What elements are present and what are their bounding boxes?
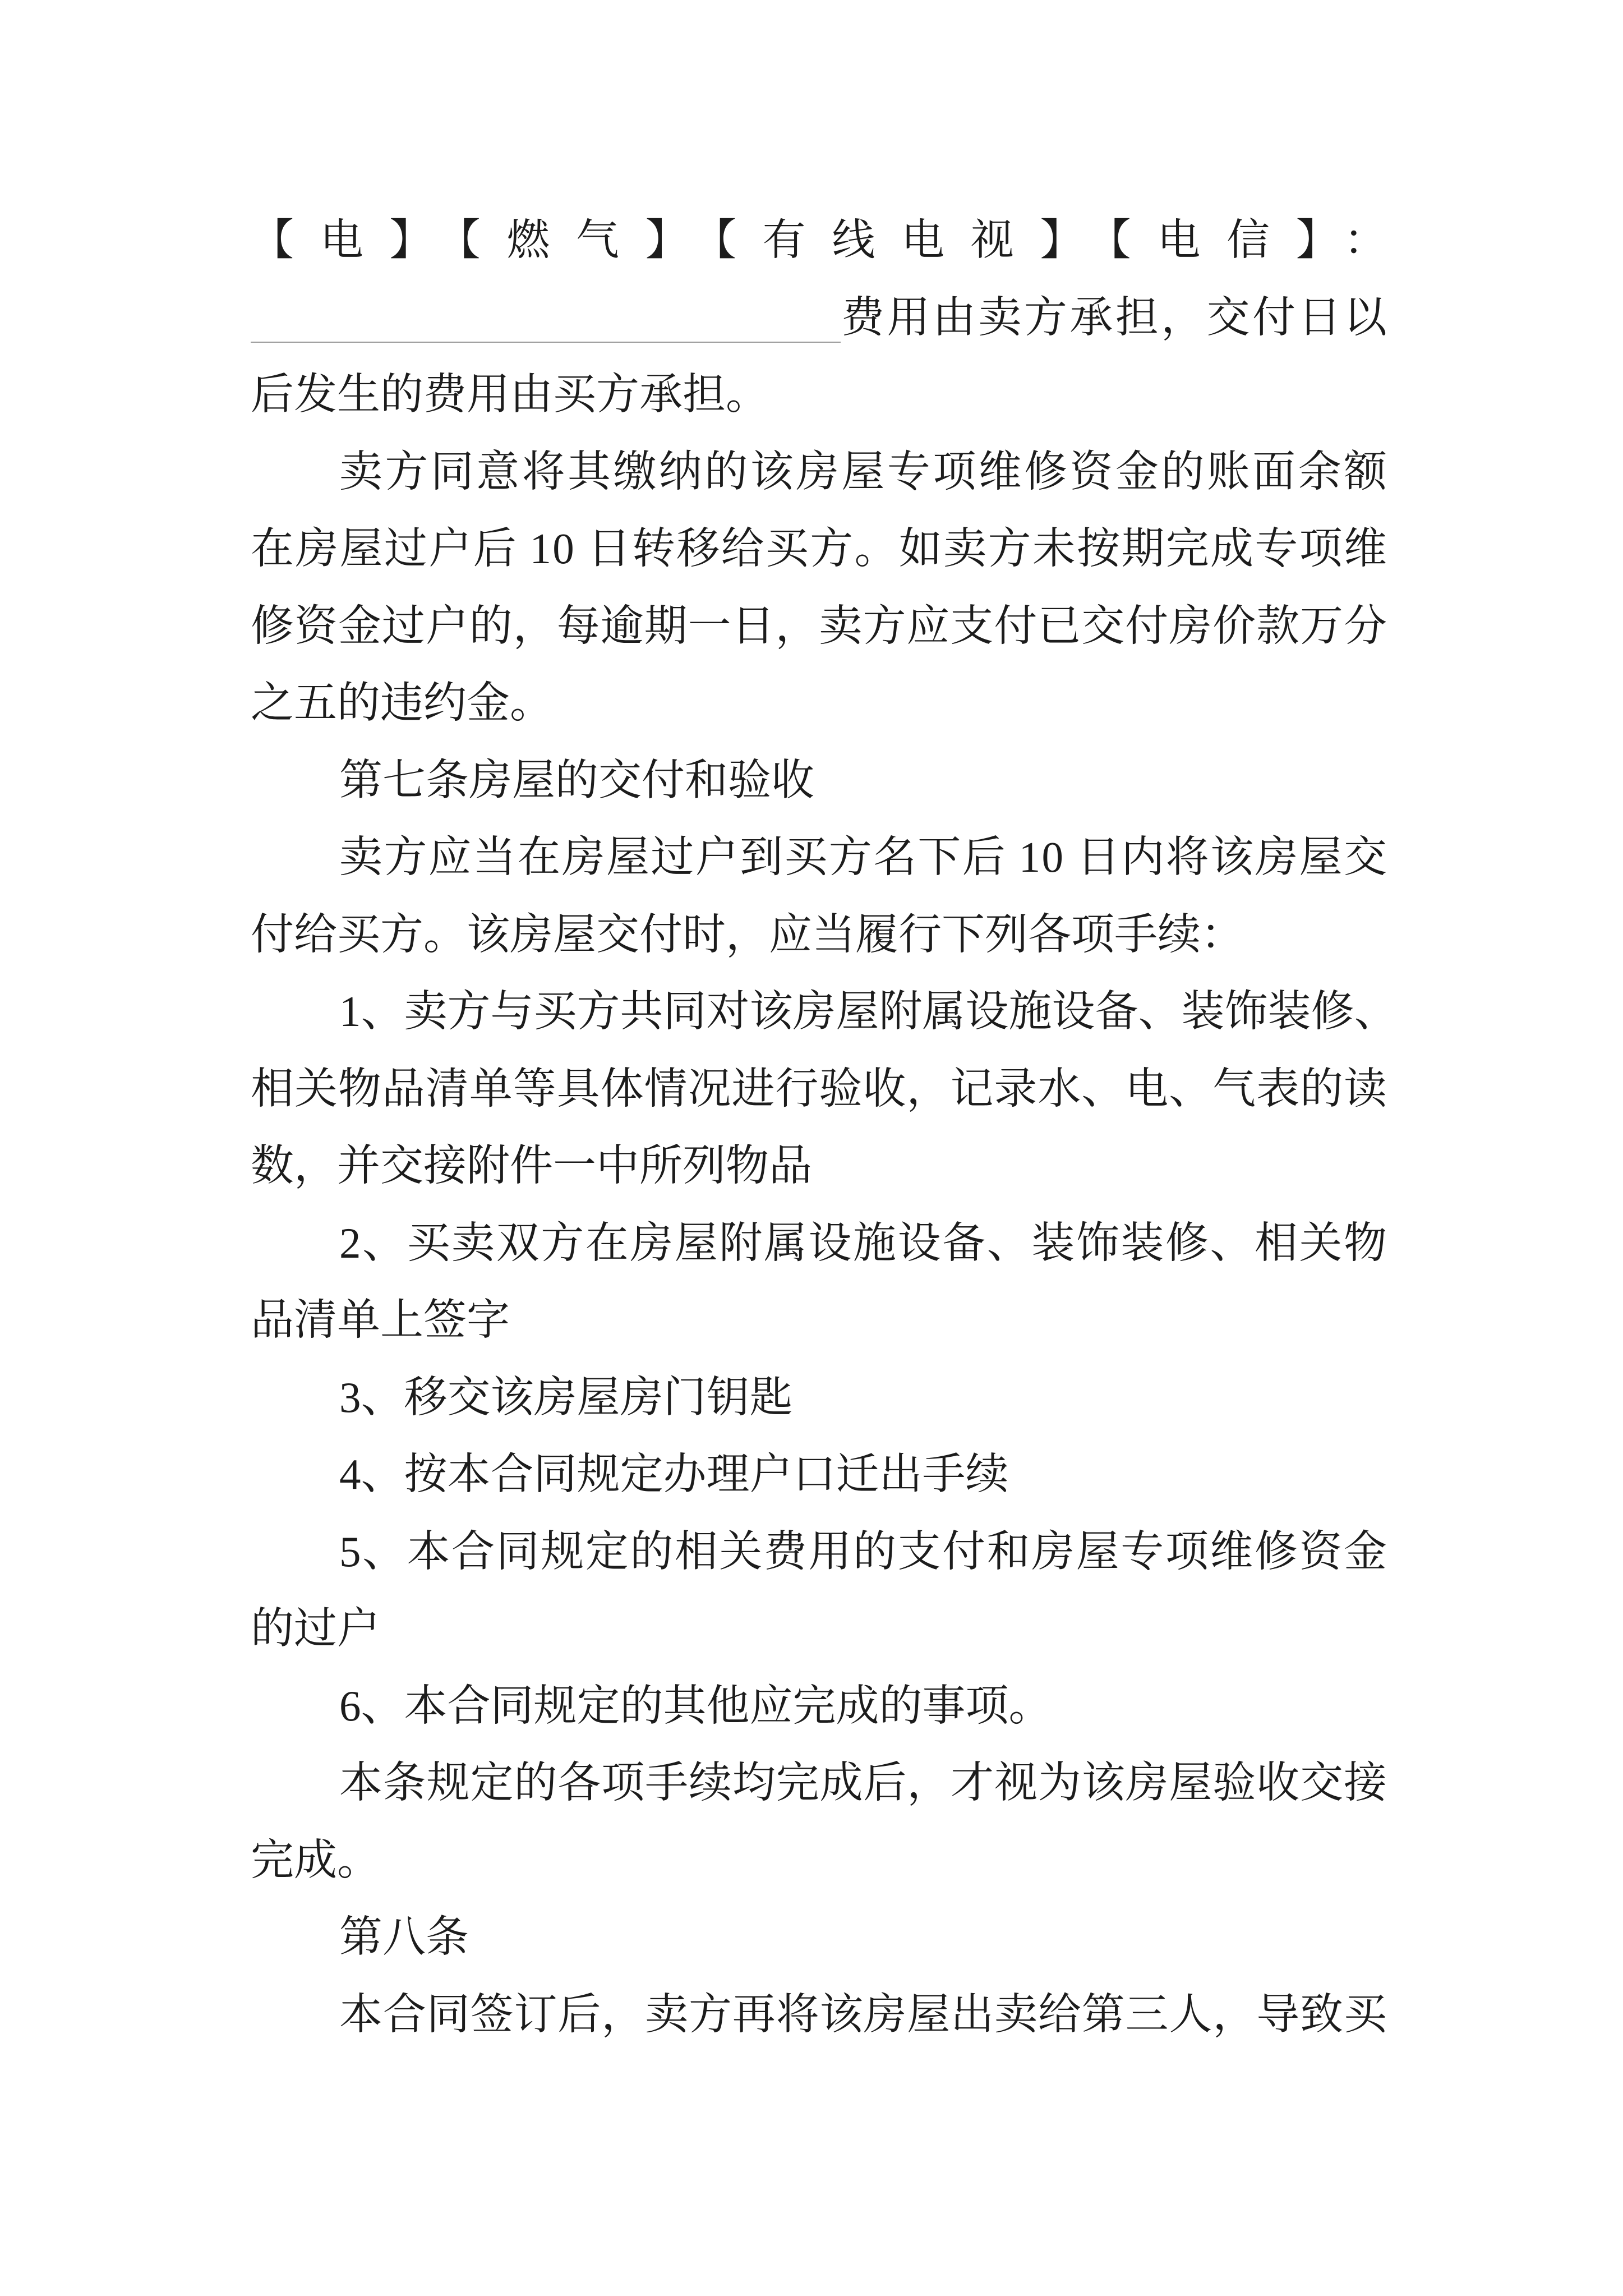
- text-line: [339, 1668, 1387, 1745]
- line-text: 相关物品清单等具体情况进行验收，记录水、电、气表的读: [251, 1064, 1387, 1113]
- text-line: [339, 1513, 1387, 1591]
- text-line: [339, 1745, 1387, 1822]
- list-item-6: [251, 1668, 1387, 1745]
- text-line: [339, 1359, 1387, 1437]
- paragraph-completion: [251, 1745, 1387, 1899]
- line-text: 后发生的费用由买方承担。: [251, 370, 769, 418]
- text-line: [251, 1822, 1387, 1899]
- line-text: 卖方应当在房屋过户到买方名下后 10 日内将该房屋交: [339, 833, 1389, 881]
- line-text: 费用由卖方承担，交付日以: [841, 293, 1390, 342]
- line-text: 5、本合同规定的相关费用的支付和房屋专项维修资金: [339, 1527, 1389, 1576]
- document-body: [251, 202, 1413, 2053]
- list-item-2: [251, 1205, 1387, 1359]
- text-line: [251, 356, 1387, 434]
- line-text: 的过户: [251, 1604, 380, 1653]
- line-text: 付给买方。该房屋交付时，应当履行下列各项手续：: [251, 910, 1244, 959]
- text-line: [251, 588, 1387, 665]
- paragraph-delivery: [251, 819, 1387, 973]
- list-item-1: [251, 973, 1398, 1205]
- paragraph-maintenance-fund: [251, 434, 1390, 742]
- line-text: 之五的违约金。: [251, 679, 553, 727]
- text-line: [251, 510, 1387, 588]
- fill-in-line: [251, 279, 1390, 357]
- text-line: [251, 202, 1413, 279]
- line-text: 数，并交接附件一中所列物品: [251, 1142, 812, 1190]
- text-line: [251, 1282, 1387, 1359]
- paragraph-utilities-fees: [251, 202, 1413, 434]
- line-text: 第八条: [339, 1913, 469, 1961]
- line-text: 【电】【燃气】【有线电视】【电信】：: [251, 216, 1413, 264]
- line-text: 修资金过户的，每逾期一日，卖方应支付已交付房价款万分: [251, 601, 1387, 650]
- line-text: 在房屋过户后 10 日转移给买方。如卖方未按期完成专项维: [251, 524, 1389, 573]
- article-8-heading: [251, 1899, 1387, 1976]
- text-line: [251, 1590, 1387, 1668]
- line-text: 6、本合同规定的其他应完成的事项。: [339, 1681, 1052, 1730]
- line-text: 品清单上签字: [251, 1296, 510, 1344]
- text-line: [339, 1976, 1387, 2054]
- list-item-3: [251, 1359, 1387, 1437]
- line-text: 本条规定的各项手续均完成后，才视为该房屋验收交接: [339, 1759, 1387, 1807]
- line-text: 第七条房屋的交付和验收: [339, 756, 814, 804]
- text-line: [339, 1205, 1387, 1282]
- list-item-5: [251, 1513, 1387, 1668]
- text-line: [251, 1128, 1387, 1205]
- line-text: 4、按本合同规定办理户口迁出手续: [339, 1450, 1009, 1498]
- text-line: [339, 1436, 1387, 1513]
- line-text: 3、移交该房屋房门钥匙: [339, 1373, 793, 1421]
- text-line: [339, 742, 1387, 820]
- line-text: 完成。: [251, 1835, 380, 1884]
- list-item-4: [251, 1436, 1387, 1513]
- line-text: 卖方同意将其缴纳的该房屋专项维修资金的账面余额: [339, 447, 1390, 496]
- text-line: [339, 973, 1398, 1051]
- line-text: 2、买卖双方在房屋附属设施设备、装饰装修、相关物: [339, 1218, 1389, 1267]
- text-line: [339, 819, 1387, 896]
- article-7-heading: [251, 742, 1387, 820]
- text-line: [339, 1899, 1387, 1976]
- paragraph-resale-breach: [251, 1976, 1387, 2054]
- text-line: [251, 896, 1387, 974]
- text-line: [339, 434, 1390, 511]
- text-line: [251, 1051, 1387, 1128]
- text-segment: [841, 279, 1390, 357]
- line-text: 1、卖方与买方共同对该房屋附属设施设备、装饰装修、: [339, 987, 1398, 1036]
- text-line: [251, 665, 1387, 742]
- blank-fill-field: [251, 279, 841, 343]
- line-text: 本合同签订后，卖方再将该房屋出卖给第三人，导致买: [339, 1990, 1387, 2039]
